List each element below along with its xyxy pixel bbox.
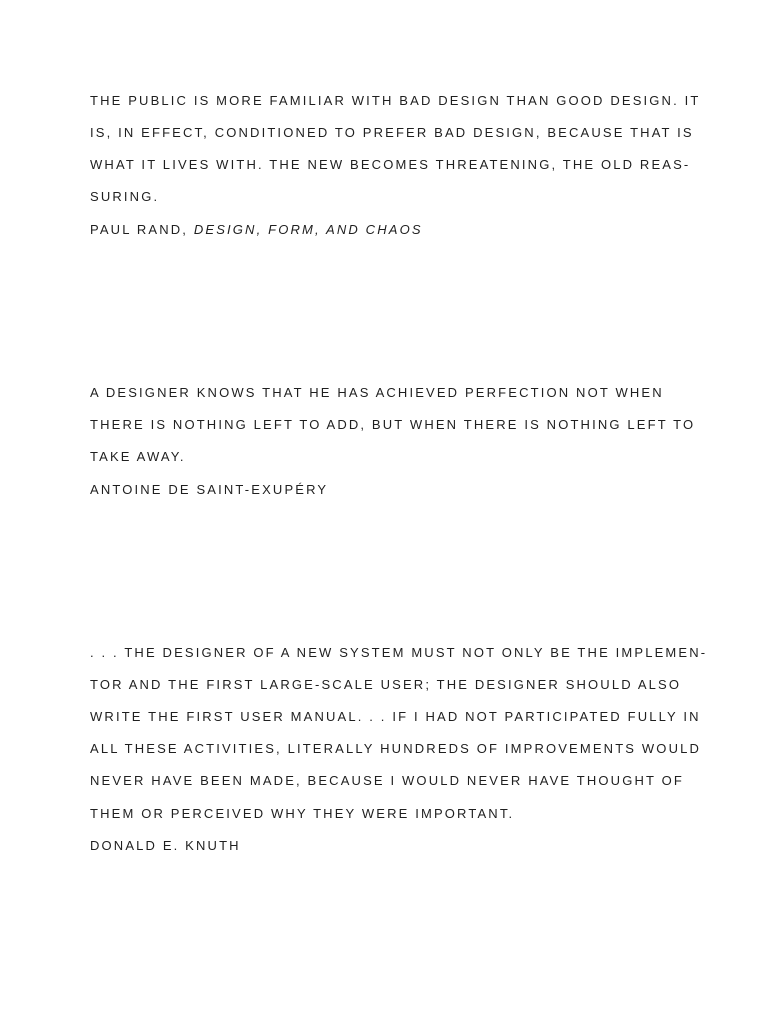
quote-line: ALL THESE ACTIVITIES, LITERALLY HUNDREDS OF IMPROVEMENTS WOULD [90,741,702,756]
quote-line: WRITE THE FIRST USER MANUAL. . . IF I HAD NOT PARTICIPATED FULLY IN [90,709,701,724]
quote-line: A DESIGNER KNOWS THAT HE HAS ACHIEVED PERFECTION NOT WHEN [90,385,664,400]
attribution-work-title: DESIGN, FORM, AND CHAOS [193,222,423,237]
quote-attribution [90,222,423,238]
quote-line: NEVER HAVE BEEN MADE, BECAUSE I WOULD NEVER HAVE THOUGHT OF [90,773,684,788]
attribution-author: DONALD E. KNUTH [90,838,241,853]
attribution-author: ANTOINE DE SAINT-EXUPÉRY [90,482,329,497]
quote-line: TOR AND THE FIRST LARGE-SCALE USER; THE DESIGNER SHOULD ALSO [90,677,682,692]
quote-line: THEM OR PERCEIVED WHY THEY WERE IMPORTANT. [90,806,515,821]
quote-attribution [90,838,241,854]
attribution-author: PAUL RAND, [90,222,194,237]
quote-line: WHAT IT LIVES WITH. THE NEW BECOMES THREATENING, THE OLD REAS- [90,157,691,172]
quote-line: . . . THE DESIGNER OF A NEW SYSTEM MUST NOT ONLY BE THE IMPLEMEN- [90,645,708,660]
quote-line: THERE IS NOTHING LEFT TO ADD, BUT WHEN THERE IS NOTHING LEFT TO [90,417,696,432]
quote-attribution [90,482,328,498]
quote-line: TAKE AWAY. [90,449,186,464]
quote-line: THE PUBLIC IS MORE FAMILIAR WITH BAD DESIGN THAN GOOD DESIGN. IT [90,93,701,108]
quote-line: IS, IN EFFECT, CONDITIONED TO PREFER BAD DESIGN, BECAUSE THAT IS [90,125,694,140]
quote-line: SURING. [90,189,160,204]
